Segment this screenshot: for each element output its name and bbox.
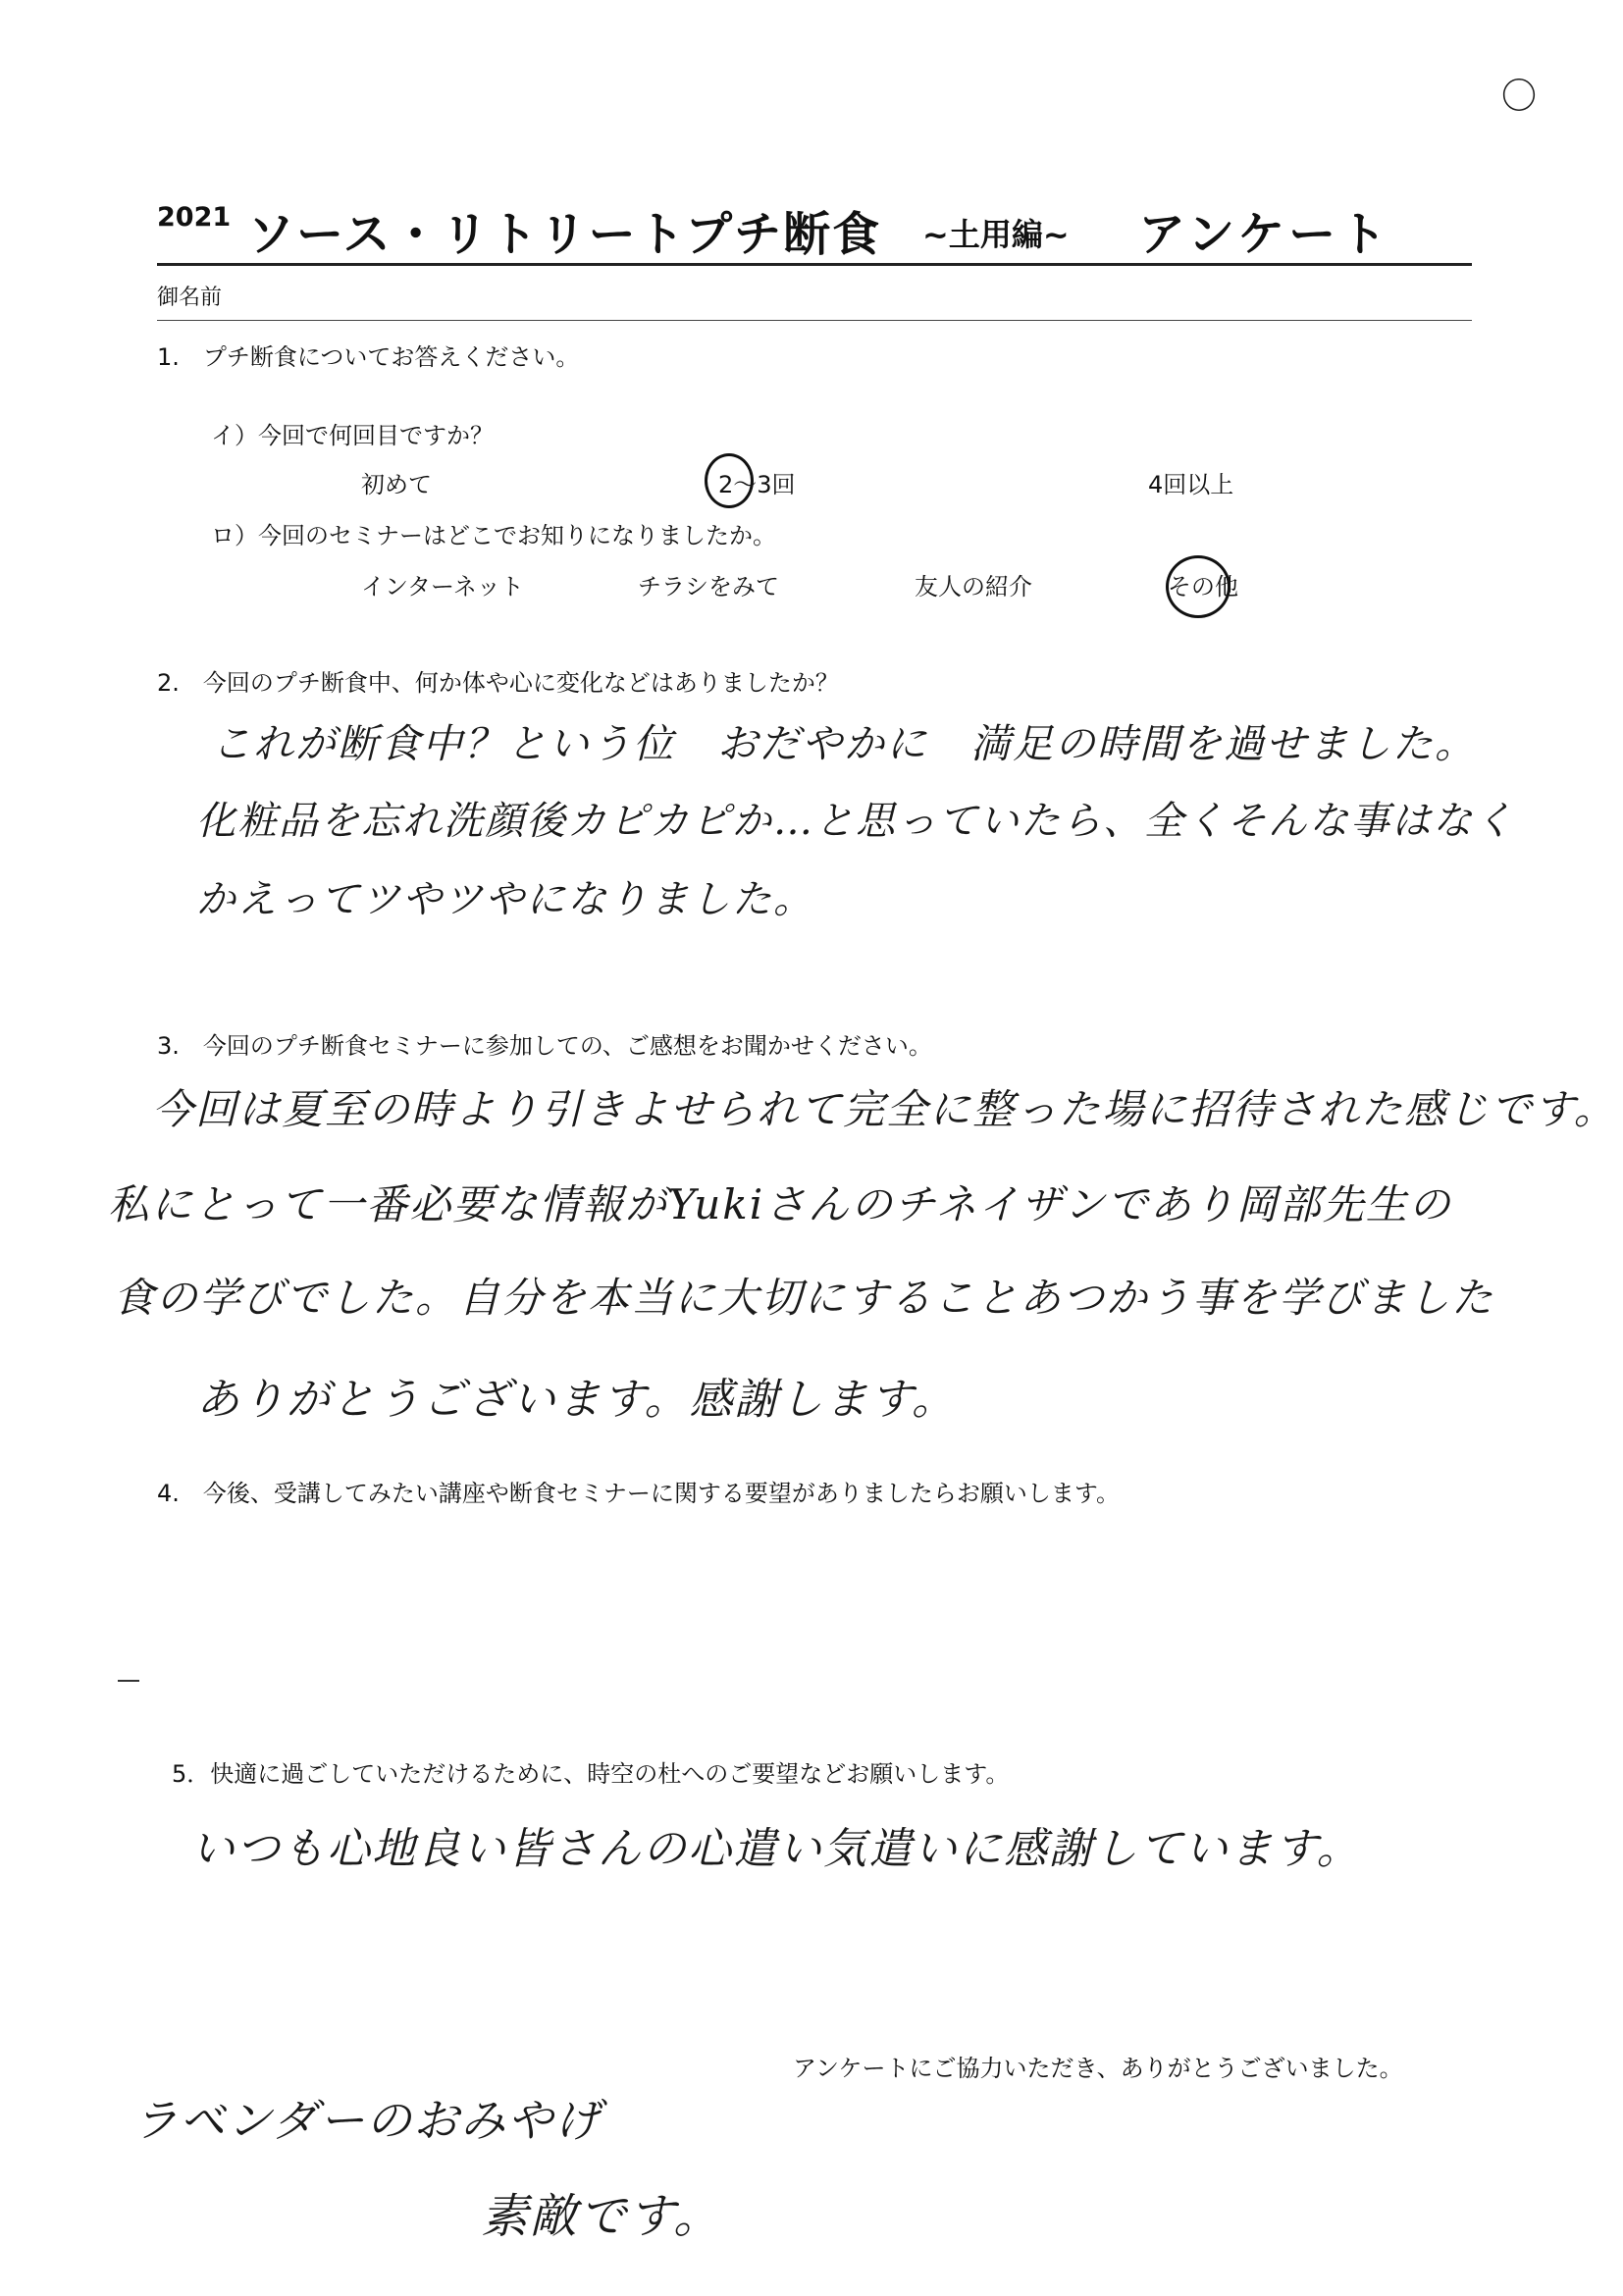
q2-answer-line-1: これが断食中？という位 おだやかに 満足の時間を過せました。 <box>211 720 1477 767</box>
q1b-label: ロ）今回のセミナーはどこでお知りになりましたか。 <box>211 522 776 549</box>
form-header <box>157 196 1472 265</box>
q1a-option-four-plus[interactable]: 4回以上 <box>1148 471 1234 498</box>
margin-dash <box>118 1680 139 1682</box>
q1a-option-first[interactable]: 初めて <box>361 471 432 498</box>
q5-answer-line-1: いつも心地良い皆さんの心遣い気遣いに感謝しています。 <box>191 1824 1362 1874</box>
corner-circle-mark: 〇 <box>1501 77 1540 117</box>
footer-note-line-2: 素敵です。 <box>481 2189 723 2244</box>
q3-answer-line-2: 私にとって一番必要な情報がYukiさんのチネイザンであり岡部先生の <box>108 1180 1452 1228</box>
q3-answer-line-1: 今回は夏至の時より引きよせられて完全に整った場に招待された感じです。 <box>152 1085 1617 1133</box>
q2-heading: 2. 今回のプチ断食中、何か体や心に変化などはありましたか？ <box>157 669 839 697</box>
q1b-option-other-label: その他 <box>1168 573 1238 600</box>
q2-answer-line-3: かえってツやツやになりました。 <box>196 877 814 922</box>
q3-heading: 3. 今回のプチ断食セミナーに参加しての、ご感想をお聞かせください。 <box>157 1032 932 1060</box>
header-survey-label: アンケート <box>1138 207 1391 262</box>
q5-heading: 5．快適に過ごしていただけるために、時空の杜へのご要望などお願いします。 <box>172 1760 1010 1788</box>
q1b-option-internet[interactable]: インターネット <box>361 573 524 600</box>
q3-answer-line-4: ありがとうございます。感謝します。 <box>196 1375 957 1425</box>
q1b-option-other[interactable] <box>1168 559 1238 600</box>
header-year: 2021 <box>157 202 232 233</box>
q2-answer-line-2: 化粧品を忘れ洗顔後カピカピか…と思っていたら、全くそんな事はなく <box>196 799 1515 844</box>
header-subtitle: ~土用編~ <box>922 216 1070 253</box>
q1-heading: 1. プチ断食についてお答えください。 <box>157 343 580 371</box>
header-title: ソース・リトリートプチ断食 <box>247 207 882 262</box>
footer-note-line-1: ラベンダーのおみやげ <box>132 2094 602 2147</box>
name-field[interactable] <box>353 312 1472 320</box>
q3-answer-line-3: 食の学びでした。自分を本当に大切にすることあつかう事を学びました <box>113 1274 1495 1322</box>
q1b-option-friend[interactable]: 友人の紹介 <box>915 573 1032 600</box>
q1a-option-two-three[interactable] <box>708 455 796 498</box>
name-label: 御名前 <box>157 286 223 310</box>
header-underline <box>157 263 1472 266</box>
q4-answer-area[interactable] <box>157 1516 1472 1722</box>
q4-heading: 4. 今後、受講してみたい講座や断食セミナーに関する要望がありましたらお願いします。 <box>157 1480 1120 1507</box>
q1a-label: イ）今回で何回目ですか？ <box>211 422 494 449</box>
q1a-option-two-three-label: 2～3回 <box>718 471 796 498</box>
q1b-option-flyer[interactable]: チラシをみて <box>638 573 779 600</box>
closing-thanks: アンケートにご協力いただき、ありがとうございました。 <box>793 2055 1403 2082</box>
name-underline <box>157 320 1472 321</box>
